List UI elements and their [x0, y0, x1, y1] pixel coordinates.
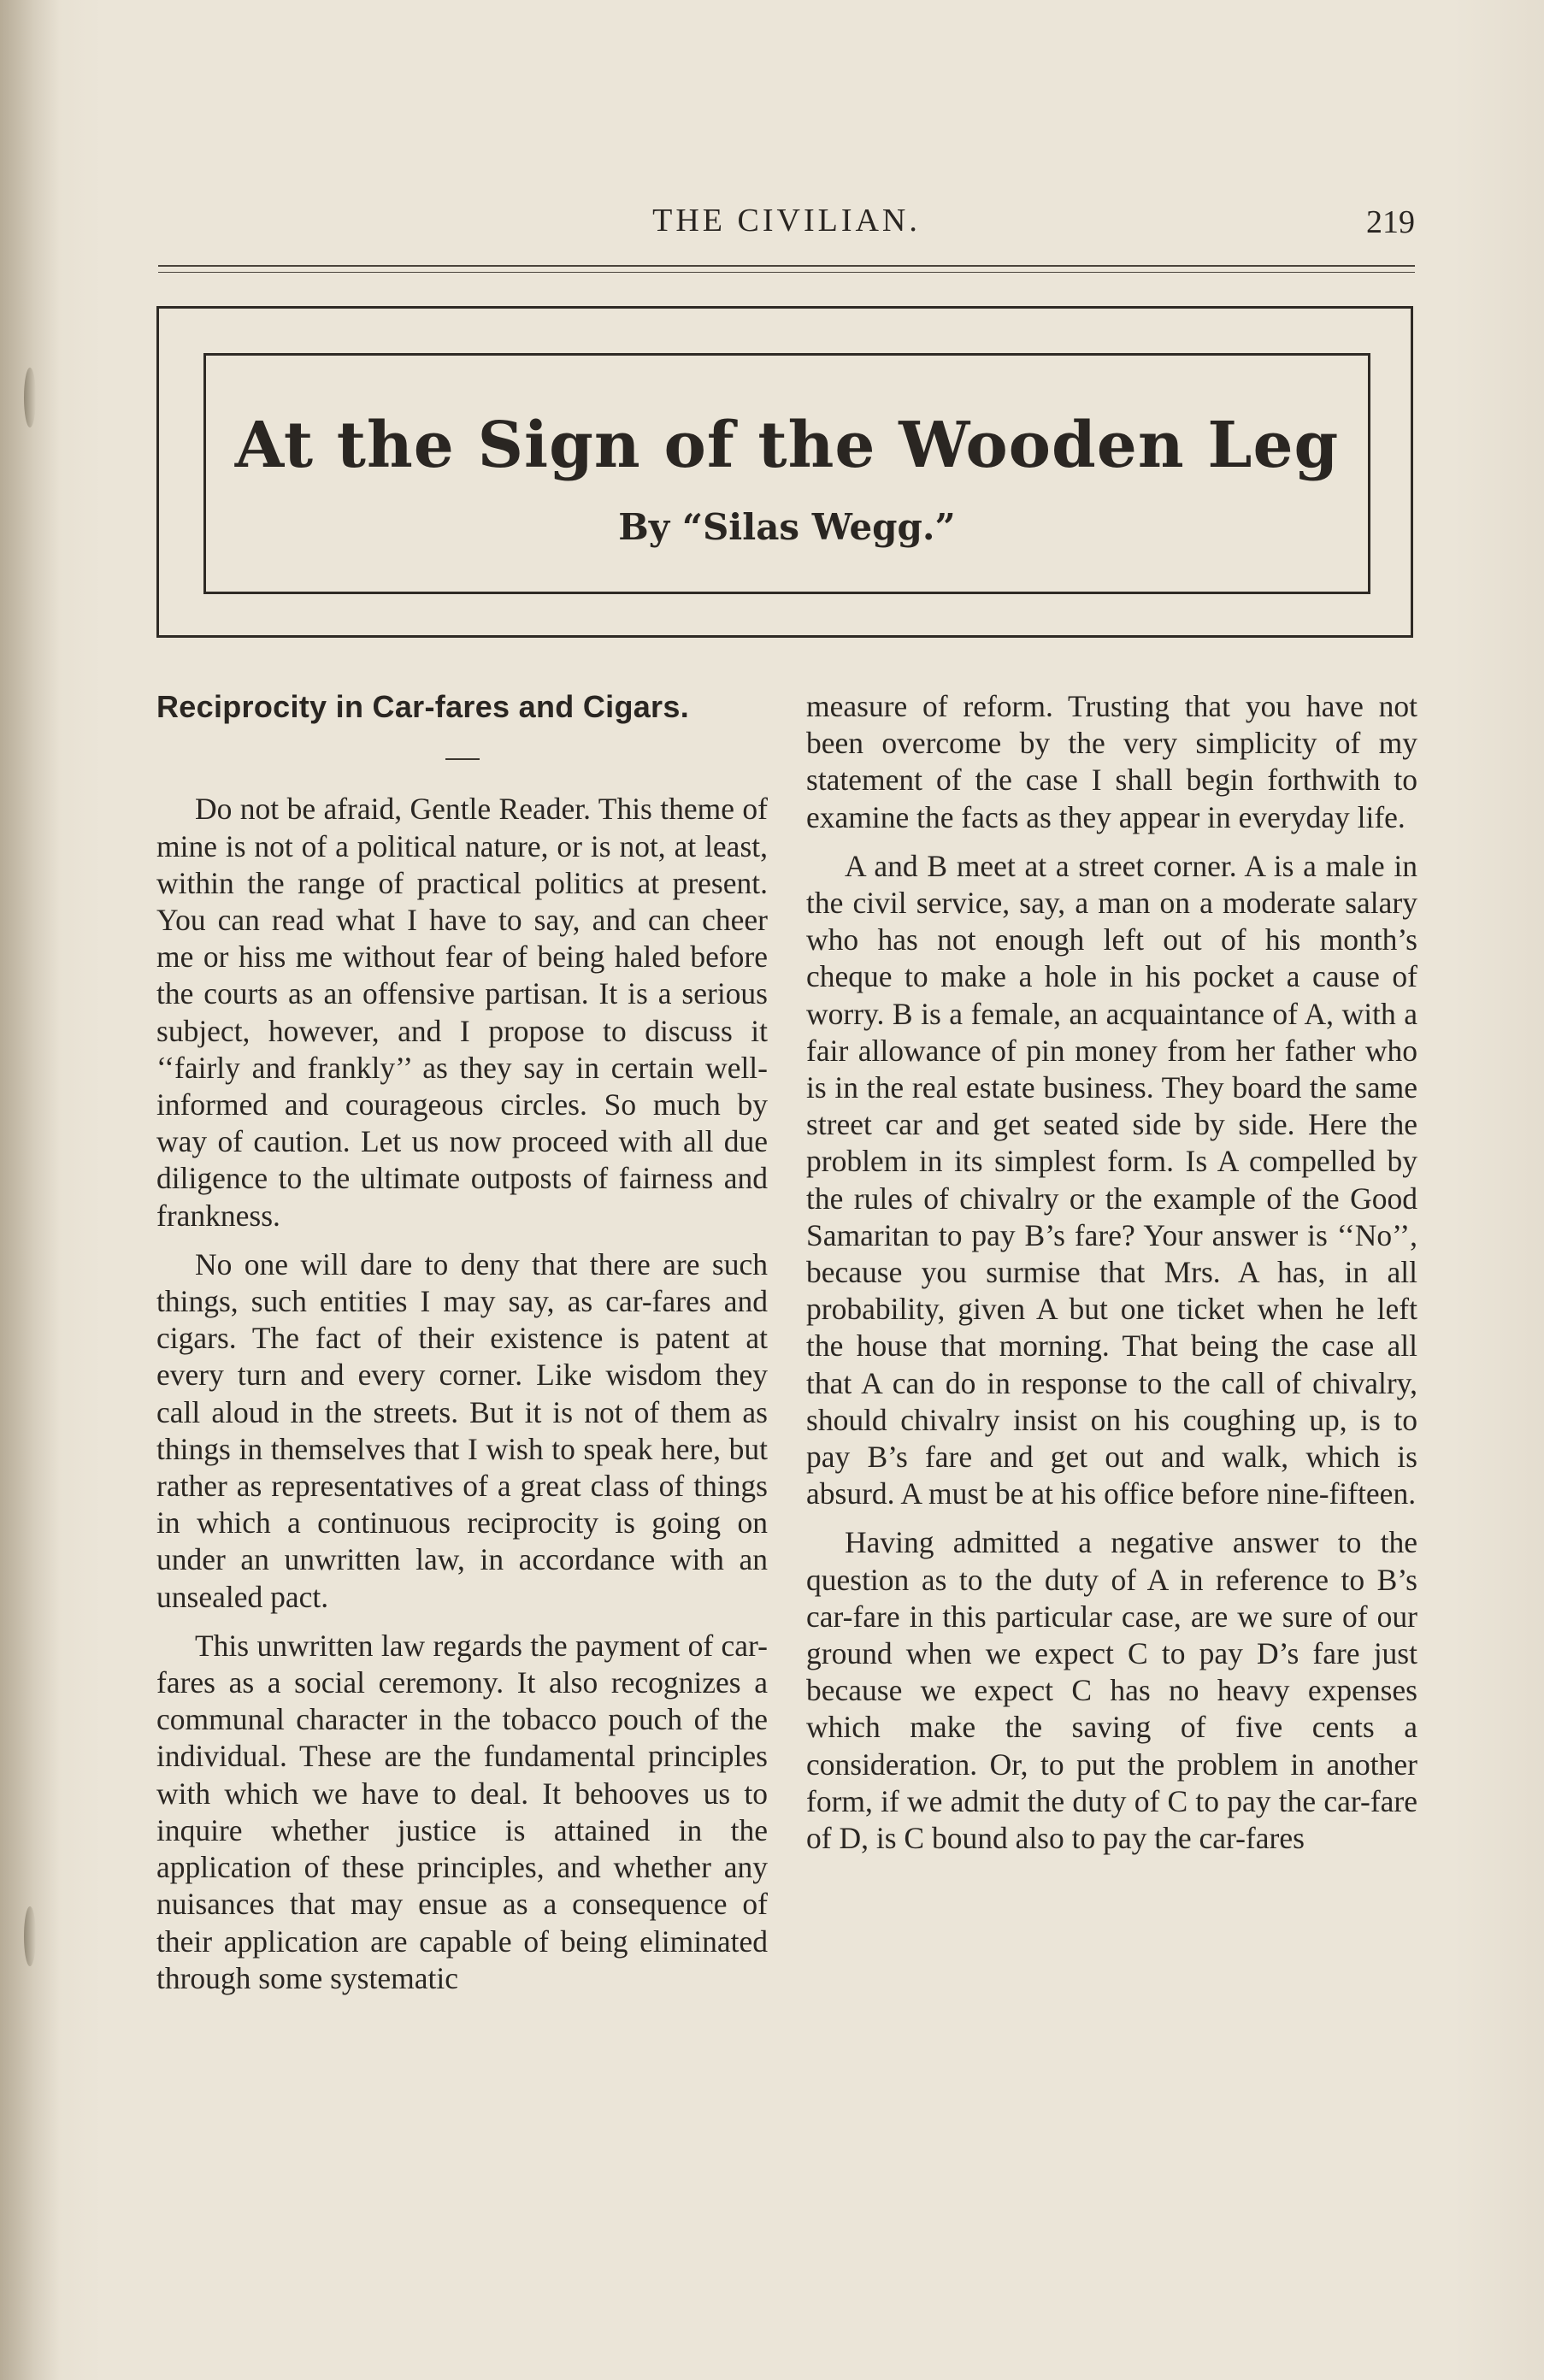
heading-dash [156, 732, 768, 769]
paragraph: Do not be afraid, Gentle Reader. This theme of mine is not of a political nature, or is not, at least, within the range of practical politics at present. You can read what I have to say, and can cheer me or hiss me without fear of being haled before the courts as an offensive partisan. It is a serious subject, however, and I propose to discuss it ‘‘fairly and frankly’’ as they say in certain well-informed and courageous circles. So much by way of caution. Let us now proceed with all due diligence to the ultimate outposts of fairness and frankness. [156, 792, 768, 1233]
binding-shadow [0, 0, 60, 2380]
paragraph: Having admitted a negative answer to the question as to the duty of A in reference to B’s car-fare in this particular case, are we sure of our ground when we expect C to pay D’s fare just because we expect C has no heavy expenses which make the saving of five cents a consideration. Or, to put the problem in another form, if we admit the duty of C to pay the car-fare of D, is C bound also to pay the car-fares [806, 1525, 1417, 1856]
paragraph-continued: measure of reform. Trusting that you have not been overcome by the very simplicity of my statement of the case I shall begin forthwith to examine the facts as they appear in everyday life. [806, 689, 1417, 834]
header-rule [158, 265, 1415, 267]
title-box-outer [156, 306, 1413, 638]
header-rule-thin [158, 272, 1415, 273]
paragraph: A and B meet at a street corner. A is a male in the civil service, say, a man on a moderate salary who has not enough left out of his month’s cheque to make a hole in his pocket a cause of worry. B is a female, an acquaintance of A, with a fair allowance of pin money from her father who is in the real estate business. They board the same street car and get seated side by side. Here the problem in its simplest form. Is A compelled by the rules of chivalry or the example of the Good Samaritan to pay B’s fare? Your answer is ‘‘No’’, because you surmise that Mrs. A has, in all probability, given A but one ticket when he left the house that morning. That being the case all that A can do in response to the call of chivalry, should chivalry insist on his coughing up, is to pay B’s fare and get out and walk, which is absurd. A must be at his office before nine-fifteen. [806, 848, 1417, 1511]
title-box-inner [203, 353, 1370, 594]
page-header [158, 202, 1415, 253]
article-series-title: At the Sign of the Wooden Leg [234, 409, 1340, 482]
paragraph: No one will dare to deny that there are such things, such entities I may say, as car-fares and cigars. The fact of their existence is patent at every turn and every corner. Like wisdom they call aloud in the streets. But it is not of them as things in themselves that I wish to speak here, but rather as representatives of a great class of things in which a continuous reciprocity is going on under an unwritten law, in accordance with an unsealed pact. [156, 1246, 768, 1614]
running-head: THE CIVILIAN. [652, 203, 921, 239]
article-heading: Reciprocity in Car-fares and Cigars. [156, 689, 689, 724]
author-byline: By “Silas Wegg.” [618, 506, 956, 548]
left-column [156, 688, 768, 1997]
binding-tab-mark [24, 1906, 36, 1966]
right-column [806, 688, 1417, 1857]
paragraph: This unwritten law regards the payment of car-fares as a social ceremony. It also recognizes a communal character in the tobacco pouch of the individual. These are the fundamental principles with which we have to deal. It behooves us to inquire whether justice is attained in the application of these principles, and whether any nuisances that may ensue as a consequence of their application are capable of being eliminated through some systematic [156, 1628, 768, 1995]
binding-tab-mark [24, 368, 36, 427]
page-number: 219 [1366, 204, 1415, 240]
